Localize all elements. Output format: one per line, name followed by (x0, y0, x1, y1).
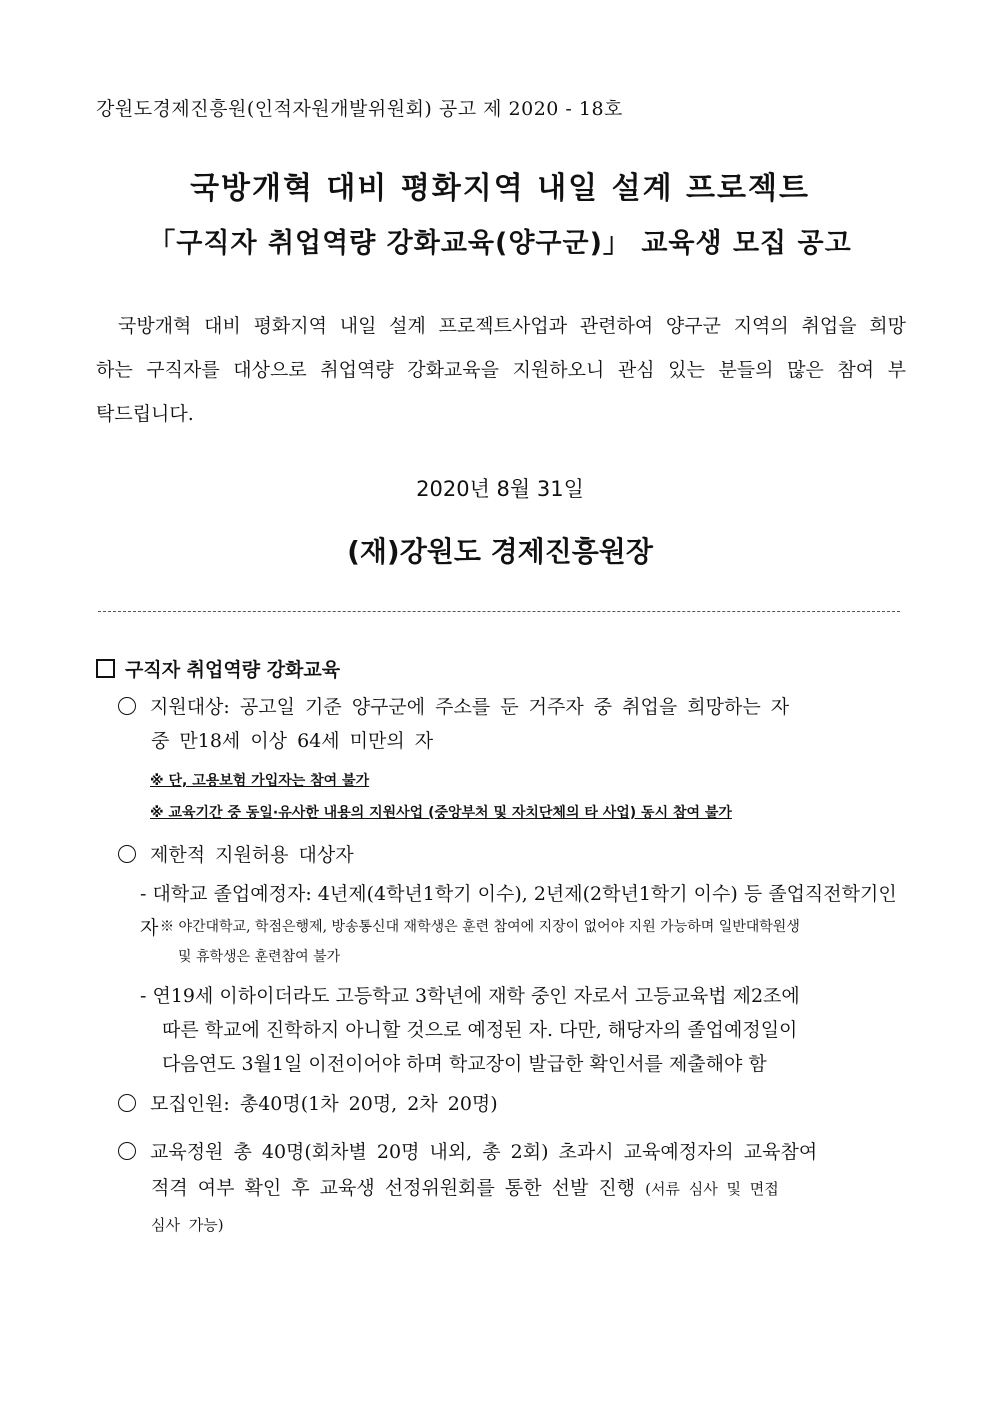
quota-line-3: 심사 가능) (151, 1216, 224, 1234)
notice-date: 2020년 8월 31일 (416, 477, 584, 501)
circle-bullet-icon (118, 697, 136, 715)
limited-item-2-line-2: 따른 학교에 진학하지 아니할 것으로 예정된 자. 다만, 해당자의 졸업예정일이 (162, 1019, 798, 1041)
limited-item-1: - 대학교 졸업예정자: 4년제(4학년1학기 이수), 2년제(2학년1학기 이수) 등 졸업직전학기인 자 (140, 883, 897, 939)
limited-item-2-line-1: - 연19세 이하이더라도 고등학교 3학년에 재학 중인 자로서 고등교육법 제2조에 (140, 985, 800, 1007)
target-note-2: ※ 교육기간 중 동일·유사한 내용의 지원사업 (중앙부처 및 자치단체의 타 사업) 동시 참여 불가 (150, 805, 732, 821)
intro-paragraph: 국방개혁 대비 평화지역 내일 설계 프로젝트사업과 관련하여 양구군 지역의 취업을 희망하는 구직자를 대상으로 취업역량 강화교육을 지원하오니 관심 있는 분들의 많은 참여 부탁드립니다. (96, 315, 906, 425)
recruit-item (118, 1087, 908, 1121)
limited-heading: 제한적 지원허용 대상자 (150, 844, 354, 866)
section-heading (96, 655, 340, 682)
circle-bullet-icon (118, 1142, 136, 1160)
limited-item-1-note (160, 912, 910, 972)
target-item (118, 690, 908, 758)
circle-bullet-icon (118, 1094, 136, 1112)
target-line-2: 중 만18세 이상 64세 미만의 자 (151, 730, 434, 752)
limited-item-2-line-3: 다음연도 3월1일 이전이어야 하며 학교장이 발급한 확인서를 제출해야 함 (162, 1053, 767, 1075)
section-heading-text: 구직자 취업역량 강화교육 (125, 659, 341, 681)
quota-item (118, 1134, 908, 1243)
limited-note-line-2: 및 휴학생은 훈련참여 불가 (178, 949, 341, 965)
notice-number: 강원도경제진흥원(인적자원개발위원회) 공고 제 2020 - 18호 (96, 98, 623, 120)
limited-note-line-1: ※ 야간대학교, 학점은행제, 방송통신대 재학생은 훈련 참여에 지장이 없어야 지원 가능하며 일반대학원생 (160, 919, 800, 935)
recruit-text: 모집인원: 총40명(1차 20명, 2차 20명) (150, 1093, 498, 1115)
circle-bullet-icon (118, 845, 136, 863)
quota-line-1: 교육정원 총 40명(회차별 20명 내외, 총 2회) 초과시 교육예정자의 교육참여 (150, 1141, 818, 1163)
dashed-divider (98, 611, 900, 612)
title-line-1: 국방개혁 대비 평화지역 내일 설계 프로젝트 (190, 171, 810, 206)
issuer-name: (재)강원도 경제진흥원장 (347, 535, 653, 568)
limited-heading-item (118, 838, 908, 872)
square-bullet-icon (96, 659, 115, 678)
title-line-2: 「구직자 취업역량 강화교육(양구군)」 교육생 모집 공고 (148, 228, 852, 259)
quota-line-2-tail: (서류 심사 및 면접 (645, 1180, 779, 1198)
quota-line-2: 적격 여부 확인 후 교육생 선정위원회를 통한 선발 진행 (151, 1177, 636, 1199)
target-note-1: ※ 단, 고용보험 가입자는 참여 불가 (150, 773, 370, 789)
limited-item-2 (140, 979, 910, 1081)
target-line-1: 지원대상: 공고일 기준 양구군에 주소를 둔 거주자 중 취업을 희망하는 자 (150, 696, 790, 718)
